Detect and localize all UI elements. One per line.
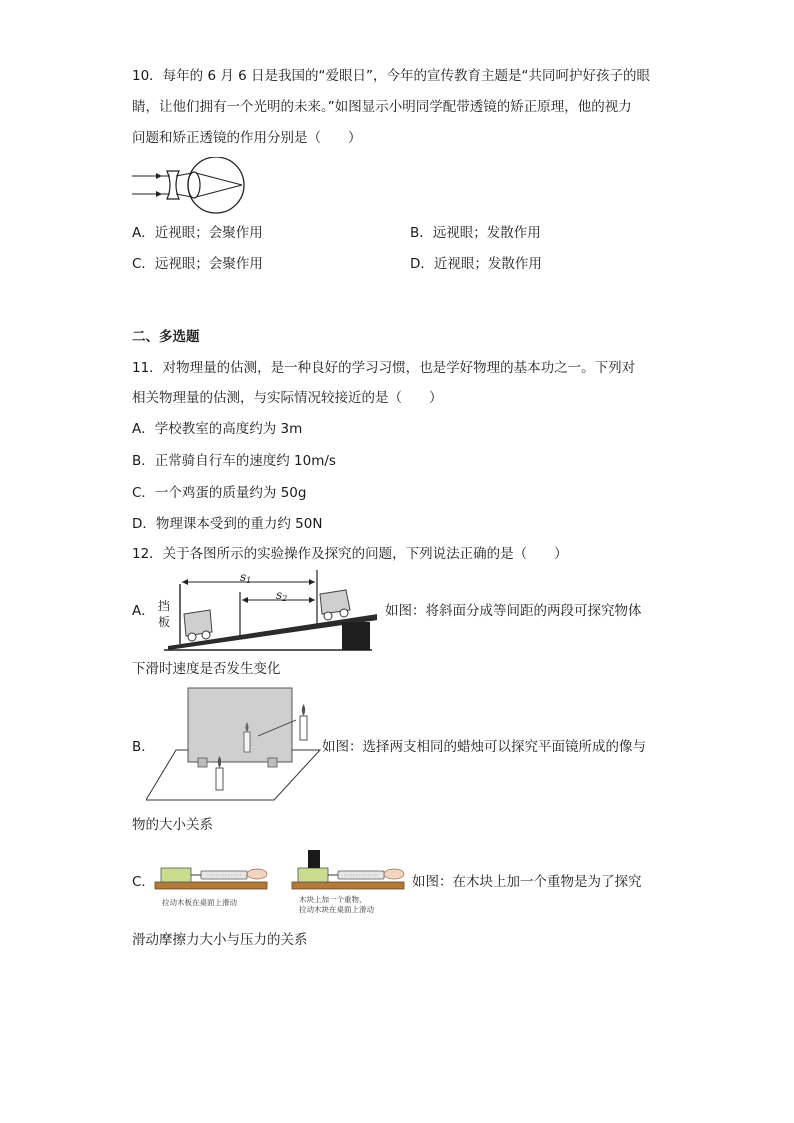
- q12-b-text-2: 物的大小关系: [132, 817, 213, 833]
- caption-right-2: 拉动木块在桌面上滑动: [299, 905, 374, 914]
- q12-c-text-1: 如图：在木块上加一个重物是为了探究: [412, 874, 642, 890]
- q12-b-text-1: 如图：选择两支相同的蜡烛可以探究平面镜所成的像与: [322, 739, 646, 755]
- s1-label: s1: [240, 570, 252, 585]
- q10-line-2: 睛，让他们拥有一个光明的未来。”如图显示小明同学配带透镜的矫正原理，他的视力: [132, 99, 632, 115]
- incline-diagram: [152, 568, 377, 654]
- q11-option-a: A．学校教室的高度约为 3m: [132, 421, 303, 437]
- q10-option-a: A．近视眼；会聚作用: [132, 225, 263, 241]
- q10-line-1: 10．每年的 6 月 6 日是我国的“爱眼日”，今年的宣传教育主题是“共同呵护好孩子的眼: [132, 68, 651, 84]
- q12-a-label: A．: [132, 603, 155, 619]
- q10-option-c: C．远视眼；会聚作用: [132, 256, 263, 272]
- q12-b-label: B．: [132, 739, 155, 755]
- cart-top: [320, 590, 350, 620]
- q11-line-2: 相关物理量的估测，与实际情况较接近的是（ ）: [132, 390, 443, 406]
- q12-a-text-2: 下滑时速度是否发生变化: [132, 661, 281, 677]
- caption-right-1: 木块上加一个重物，: [299, 895, 367, 904]
- q12-c-label: C．: [132, 874, 155, 890]
- q12-c-text-2: 滑动摩擦力大小与压力的关系: [132, 932, 308, 948]
- baffle-label-1: 挡: [158, 599, 171, 613]
- cart-bottom: [184, 610, 212, 641]
- mirror-candle-diagram: [146, 686, 321, 804]
- q10-option-d: D．近视眼；发散作用: [410, 256, 542, 272]
- q11-line-1: 11．对物理量的估测，是一种良好的学习习惯，也是学好物理的基本功之一。下列对: [132, 360, 636, 376]
- q11-option-d: D．物理课本受到的重力约 50N: [132, 516, 323, 532]
- eye-lens-diagram: [130, 157, 260, 219]
- friction-setup-right: [290, 848, 408, 890]
- q12-a-text-1: 如图：将斜面分成等间距的两段可探究物体: [385, 603, 642, 619]
- section-heading: 二、多选题: [132, 329, 200, 345]
- q12-line-1: 12．关于各图所示的实验操作及探究的问题，下列说法正确的是（ ）: [132, 546, 568, 562]
- q11-option-b: B．正常骑自行车的速度约 10m/s: [132, 453, 336, 469]
- caption-left: 拉动木板在桌面上滑动: [162, 898, 237, 907]
- q10-line-3: 问题和矫正透镜的作用分别是（ ）: [132, 130, 362, 146]
- baffle-label-2: 板: [158, 615, 171, 629]
- s2-label: s2: [276, 588, 288, 603]
- q11-option-c: C．一个鸡蛋的质量约为 50g: [132, 485, 307, 501]
- q10-option-b: B．远视眼；发散作用: [410, 225, 541, 241]
- friction-setup-left: [153, 864, 271, 890]
